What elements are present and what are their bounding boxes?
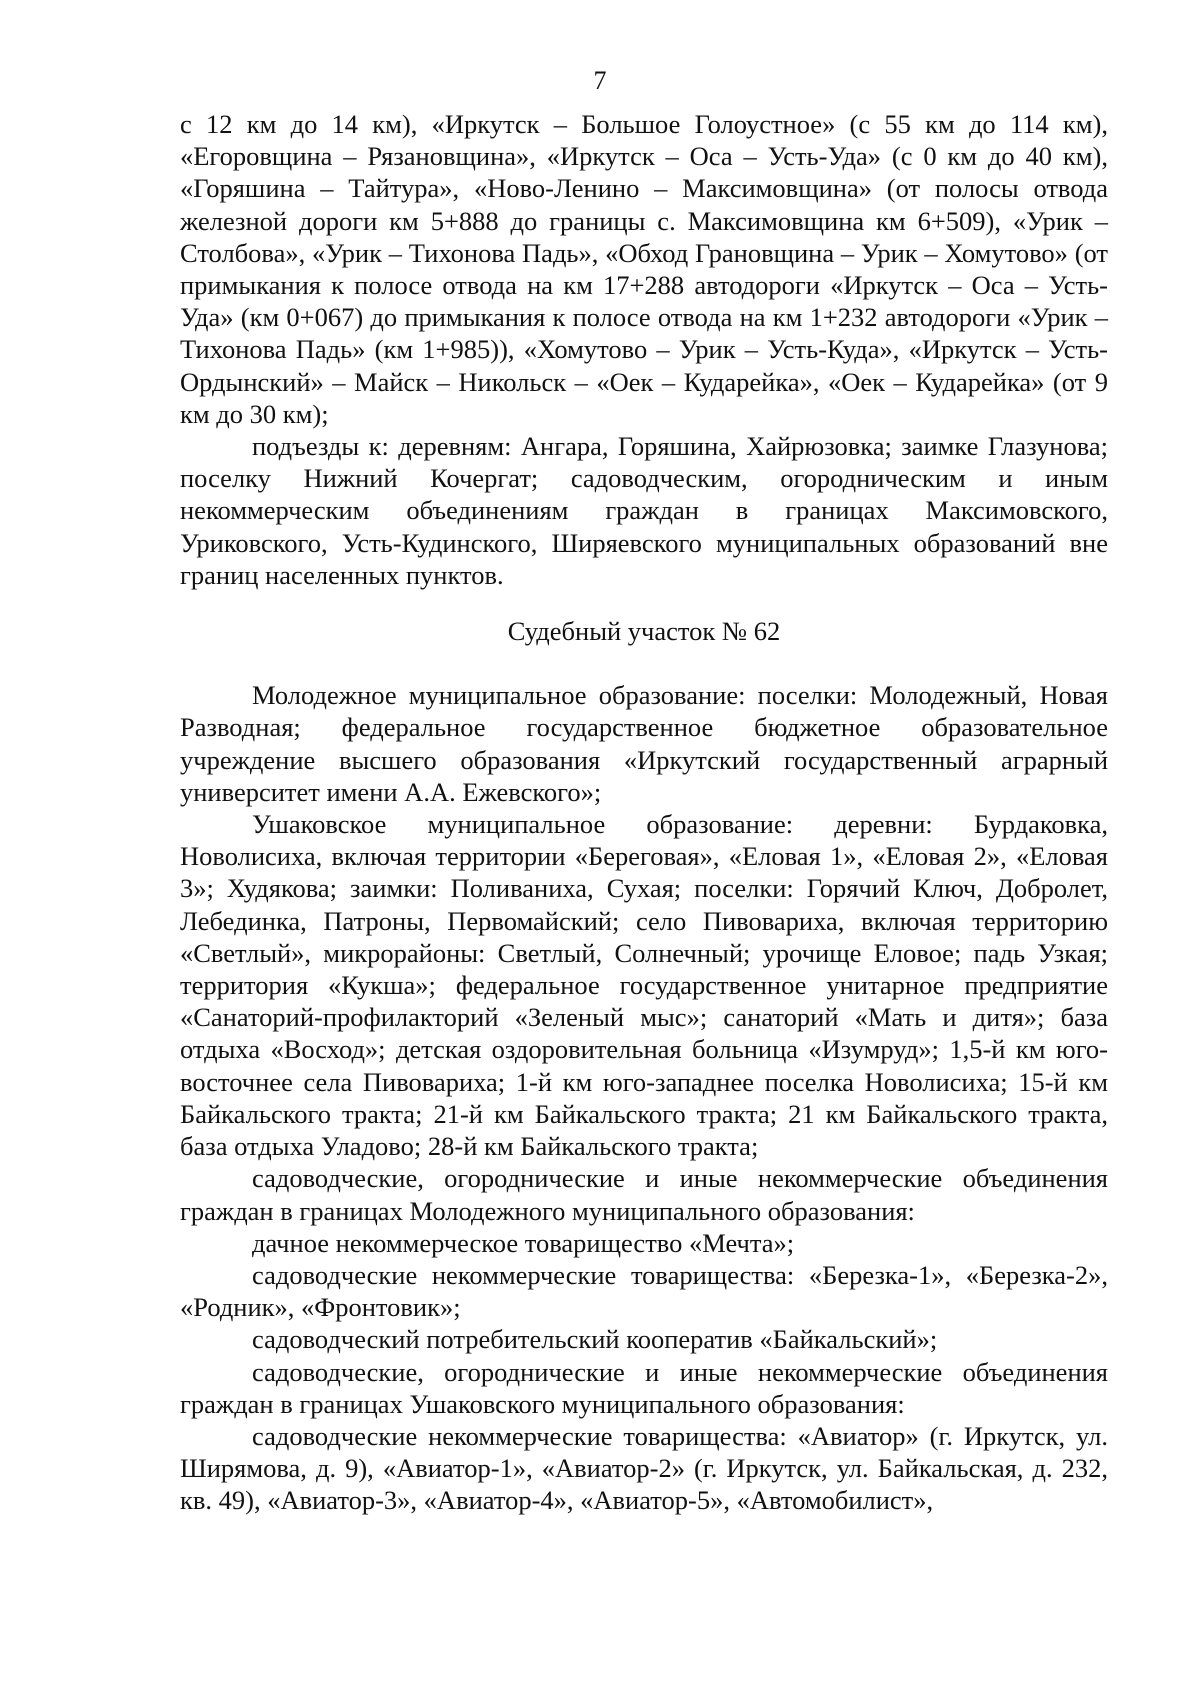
paragraph-molodezhnoe: Молодежное муниципальное образование: поселки: Молодежный, Новая Разводная; федеральное государственное бюджетное образовательное учреждение высшего образования «Иркутский государственный аграрный университет имени А.А. Ежевского»;: [180, 680, 1108, 807]
paragraph-snt-list: садоводческие некоммерческие товарищества: «Березка-1», «Березка-2», «Родник», «Фронтовик»;: [180, 1259, 1108, 1323]
section-heading: Судебный участок № 62: [507, 616, 781, 647]
paragraph-gardening-molodezhnoe: садоводческие, огороднические и иные некоммерческие объединения граждан в границах Молодежного муниципального образования:: [180, 1163, 1108, 1226]
paragraph-gardening-ushakovskoe: садоводческие, огороднические и иные некоммерческие объединения граждан в границах Ушаковского муниципального образования:: [180, 1356, 1108, 1419]
page-number: 7: [593, 66, 607, 95]
paragraph-ushakovskoe: Ушаковское муниципальное образование: деревни: Бурдаковка, Новолисиха, включая территории «Береговая», «Еловая 1», «Еловая 2», «Еловая 3»; Худякова; заимки: Поливаниха, Сухая; поселки: Горячий Ключ, Добролет, Лебединка, Патроны, Первомайский; село Пивовариха, включая территорию «Светлый», микрорайоны: Светлый, Солнечный; урочище Еловое; падь Узкая; территория «Кукша»; федеральное государственное унитарное предприятие «Санаторий-профилакторий «Зеленый мыс»; санаторий «Мать и дитя»; база отдыха «Восход»; детская оздоровительная больница «Изумруд»; 1,5-й км юго-восточнее села Пивовариха; 1-й км юго-западнее поселка Новолисиха; 15-й км Байкальского тракта; 21-й км Байкальского тракта; 21 км Байкальского тракта, база отдыха Уладово; 28-й км Байкальского тракта;: [180, 809, 1108, 1162]
document-body: [180, 108, 1108, 1517]
paragraph-cooperative: садоводческий потребительский кооператив «Байкальский»;: [252, 1324, 938, 1355]
paragraph-continuation: с 12 км до 14 км), «Иркутск – Большое Голоустное» (с 55 км до 114 км), «Егоровщина – Рязановщина», «Иркутск – Оса – Усть-Уда» (с 0 км до 40 км), «Горяшина – Тайтура», «Ново-Ленино – Максимовщина» (от полосы отвода железной дороги км 5+888 до границы с. Максимовщина км 6+509), «Урик – Столбова», «Урик – Тихонова Падь», «Обход Грановщина – Урик – Хомутово» (от примыкания к полосе отвода на км 17+288 автодороги «Иркутск – Оса – Усть-Уда» (км 0+067) до примыкания к полосе отвода на км 1+232 автодороги «Урик – Тихонова Падь» (км 1+985)), «Хомутово – Урик – Усть-Куда», «Иркутск – Усть-Ордынский» – Майск – Никольск – «Оек – Кударейка», «Оек – Кударейка» (от 9 км до 30 км);: [180, 109, 1108, 429]
paragraph-snt-aviator: садоводческие некоммерческие товарищества: «Авиатор» (г. Иркутск, ул. Ширямова, д. 9), «Авиатор-1», «Авиатор-2» (г. Иркутск, ул. Байкальская, д. 232, кв. 49), «Авиатор-3», «Авиатор-4», «Авиатор-5», «Автомобилист»,: [180, 1420, 1108, 1516]
paragraph-dachnoe: дачное некоммерческое товарищество «Мечта»;: [252, 1227, 795, 1258]
paragraph-approaches: подъезды к: деревням: Ангара, Горяшина, Хайрюзовка; заимке Глазунова; поселку Нижний Кочергат; садоводческим, огородническим и иным некоммерческим объединениям граждан в границах Максимовского, Уриковского, Усть-Кудинского, Ширяевского муниципальных образований вне границ населенных пунктов.: [180, 431, 1108, 590]
